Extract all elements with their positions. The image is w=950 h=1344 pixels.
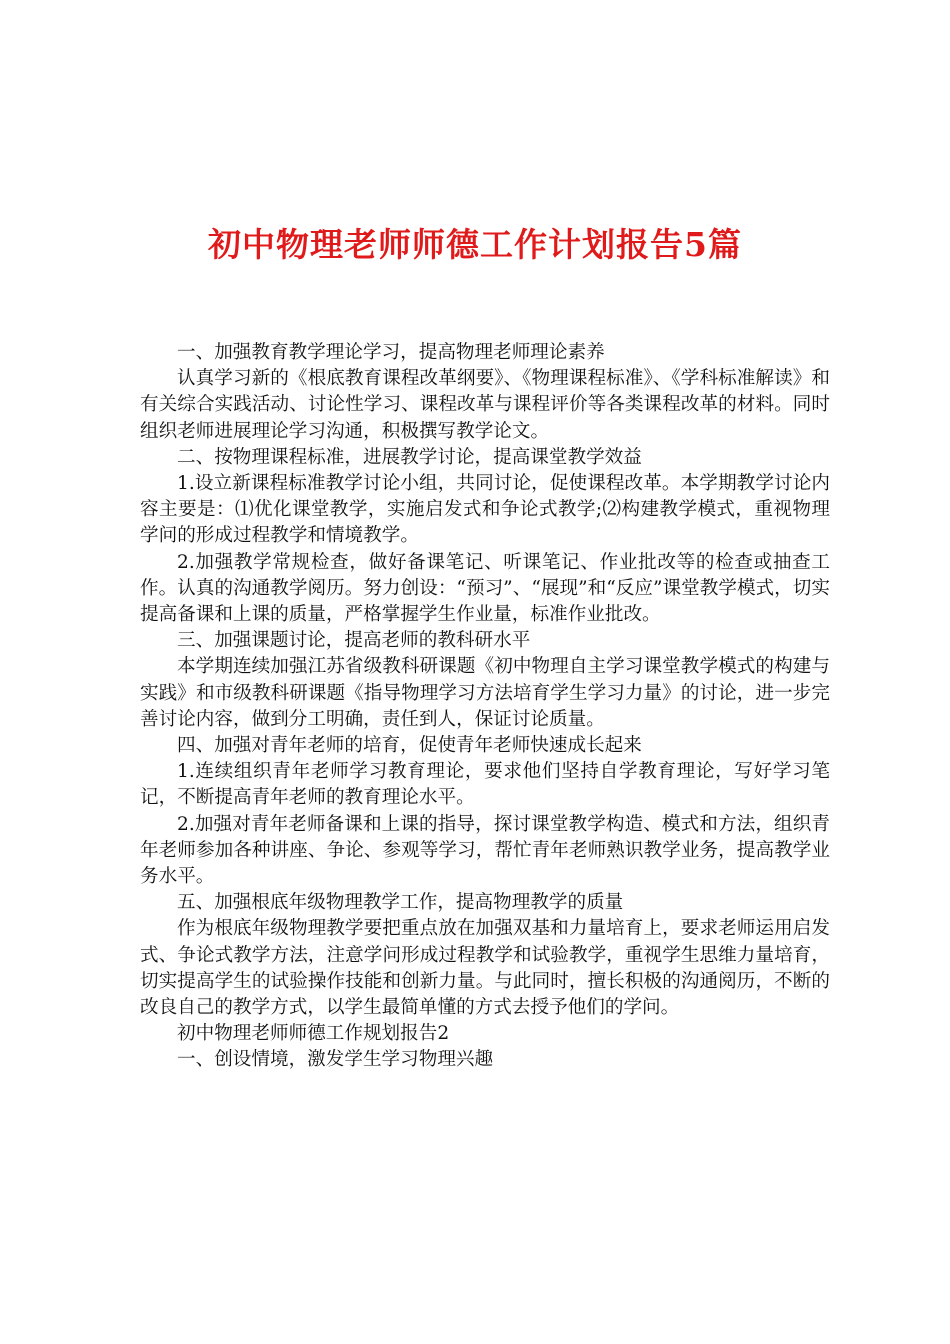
section-heading-2: 二、按物理课程标准，进展教学讨论，提高课堂教学效益 bbox=[177, 446, 642, 468]
paragraph: 认真学习新的《根底教育课程改革纲要》、《物理课程标准》、《学科标准解读》和有关综合实践活动、讨论性学习、课程改革与课程评价等各类课程改革的材料。同时组织老师进展理论学习沟通，积极撰写教学论文。 bbox=[140, 368, 830, 442]
paragraph: 本学期连续加强江苏省级教科研课题《初中物理自主学习课堂教学模式的构建与实践》和市级教科研课题《指导物理学习方法培育学生学习力量》的讨论，进一步完善讨论内容，做到分工明确，责任到人，保证讨论质量。 bbox=[140, 656, 830, 730]
document-body bbox=[140, 340, 830, 1074]
section-heading-3: 三、加强课题讨论，提高老师的教科研水平 bbox=[177, 630, 531, 652]
paragraph: 1.设立新课程标准教学讨论小组，共同讨论，促使课程改革。本学期教学讨论内容主要是：⑴优化课堂教学，实施启发式和争论式教学;⑵构建教学模式，重视物理学问的形成过程教学和情境教学。 bbox=[140, 473, 830, 547]
report-subtitle: 初中物理老师师德工作规划报告2 bbox=[177, 1023, 450, 1045]
paragraph: 2.加强教学常规检查，做好备课笔记、听课笔记、作业批改等的检查或抽查工作。认真的沟通教学阅历。努力创设：“预习”、“展现”和“反应”课堂教学模式，切实提高备课和上课的质量，严格掌握学生作业量，标准作业批改。 bbox=[140, 551, 830, 626]
paragraph: 1.连续组织青年老师学习教育理论，要求他们坚持自学教育理论，写好学习笔记，不断提高青年老师的教育理论水平。 bbox=[140, 761, 830, 809]
paragraph: 2.加强对青年老师备课和上课的指导，探讨课堂教学构造、模式和方法，组织青年老师参加各种讲座、争论、参观等学习，帮忙青年老师熟识教学业务，提高教学业务水平。 bbox=[140, 813, 830, 888]
section-heading-1: 一、创设情境，激发学生学习物理兴趣 bbox=[177, 1049, 494, 1071]
section-heading-4: 四、加强对青年老师的培育，促使青年老师快速成长起来 bbox=[177, 735, 642, 757]
paragraph: 作为根底年级物理教学要把重点放在加强双基和力量培育上，要求老师运用启发式、争论式教学方法，注意学问形成过程教学和试验教学，重视学生思维力量培育，切实提高学生的试验操作技能和创新力量。与此同时，擅长积极的沟通阅历，不断的改良自己的教学方式，以学生最简单懂的方式去授予他们的学问。 bbox=[140, 918, 830, 1019]
document-title: 初中物理老师师德工作计划报告5篇 bbox=[208, 225, 742, 265]
section-heading-1: 一、加强教育教学理论学习，提高物理老师理论素养 bbox=[177, 342, 605, 363]
section-heading-5: 五、加强根底年级物理教学工作，提高物理教学的质量 bbox=[177, 892, 624, 914]
